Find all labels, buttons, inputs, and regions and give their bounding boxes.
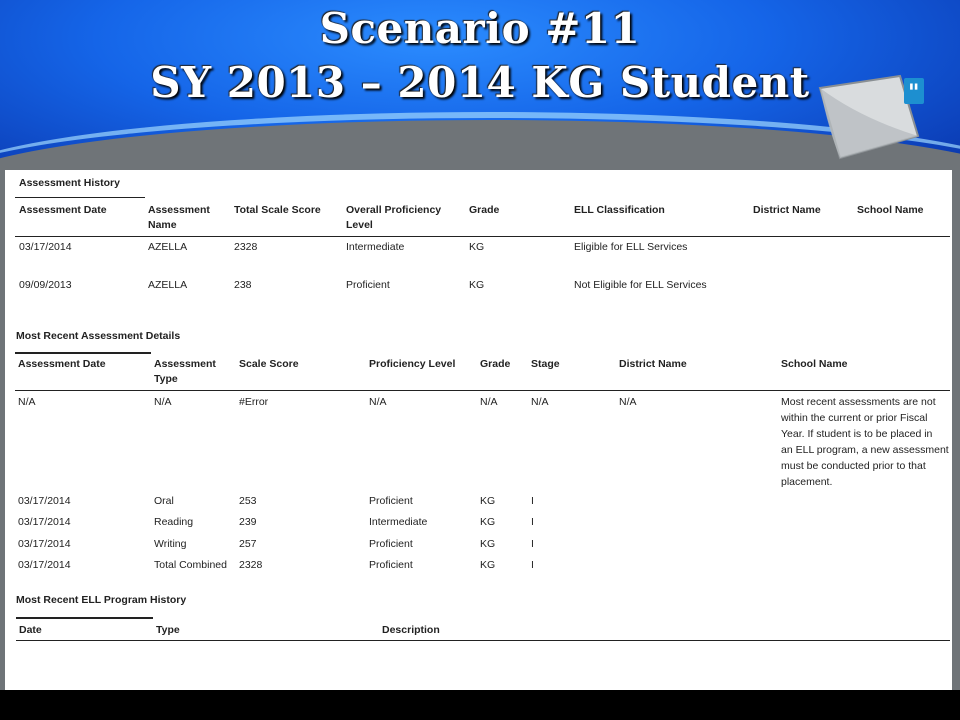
table-cell: 2328 xyxy=(239,559,263,571)
header-divider xyxy=(15,236,950,237)
table-cell: N/A xyxy=(480,396,498,408)
table-cell: N/A xyxy=(18,396,36,408)
table-cell: Intermediate xyxy=(369,516,428,528)
table-cell: 03/17/2014 xyxy=(18,559,71,571)
table-cell: Not Eligible for ELL Services xyxy=(574,279,707,291)
section-underline xyxy=(15,352,151,354)
table-cell: 2328 xyxy=(234,241,258,253)
table-cell: KG xyxy=(480,495,496,507)
col-type: Type xyxy=(156,624,180,636)
col-assessment-name-1: Assessment xyxy=(148,204,210,216)
col-assessment-date: Assessment Date xyxy=(19,204,107,216)
col-district-name: District Name xyxy=(753,204,821,216)
student-report xyxy=(5,170,952,690)
col-ell-classification: ELL Classification xyxy=(574,204,665,216)
table-cell: KG xyxy=(480,559,496,571)
table-cell: Oral xyxy=(154,495,174,507)
table-cell: KG xyxy=(469,279,485,291)
table-cell: KG xyxy=(469,241,485,253)
table-cell: KG xyxy=(480,538,496,550)
svg-text:": " xyxy=(908,80,920,106)
table-cell: Intermediate xyxy=(346,241,405,253)
table-cell: Proficient xyxy=(369,559,413,571)
table-cell: N/A xyxy=(369,396,387,408)
slide-title-line2: SY 2013 – 2014 KG Student xyxy=(150,58,810,107)
note-line: within the current or prior Fiscal xyxy=(781,412,928,424)
table-cell: 257 xyxy=(239,538,257,550)
table-cell: 09/09/2013 xyxy=(19,279,72,291)
slide-title-line1: Scenario #11 xyxy=(319,4,641,53)
table-cell: I xyxy=(531,538,534,550)
col-date: Date xyxy=(19,624,42,636)
section-underline xyxy=(15,197,145,198)
table-cell: 03/17/2014 xyxy=(19,241,72,253)
table-cell: 03/17/2014 xyxy=(18,516,71,528)
col-assessment-name-2: Name xyxy=(148,219,177,231)
col-proficiency-level: Proficiency Level xyxy=(369,358,456,370)
col-assessment-type-1: Assessment xyxy=(154,358,216,370)
header-divider xyxy=(15,390,950,391)
col-overall-proficiency-2: Level xyxy=(346,219,373,231)
table-cell: 03/17/2014 xyxy=(18,538,71,550)
table-cell: N/A xyxy=(619,396,637,408)
table-cell: Proficient xyxy=(369,495,413,507)
col-school-name: School Name xyxy=(781,358,848,370)
col-school-name: School Name xyxy=(857,204,924,216)
table-cell: 239 xyxy=(239,516,257,528)
bottom-bar xyxy=(0,690,960,720)
table-cell: N/A xyxy=(531,396,549,408)
col-grade: Grade xyxy=(469,204,500,216)
col-assessment-date: Assessment Date xyxy=(18,358,106,370)
page-curl-icon xyxy=(800,58,930,168)
table-cell: AZELLA xyxy=(148,279,188,291)
table-cell: 238 xyxy=(234,279,252,291)
table-cell: #Error xyxy=(239,396,269,408)
table-cell: KG xyxy=(480,516,496,528)
header-divider xyxy=(16,640,950,641)
col-description: Description xyxy=(382,624,440,636)
table-cell: Eligible for ELL Services xyxy=(574,241,688,253)
col-overall-proficiency-1: Overall Proficiency xyxy=(346,204,442,216)
recent-details-title: Most Recent Assessment Details xyxy=(16,330,181,342)
note-line: Most recent assessments are not xyxy=(781,396,936,408)
ell-history-title: Most Recent ELL Program History xyxy=(16,594,187,606)
note-line: must be conducted prior to that xyxy=(781,460,926,472)
table-cell: N/A xyxy=(154,396,172,408)
col-district-name: District Name xyxy=(619,358,687,370)
note-line: an ELL program, a new assessment xyxy=(781,444,949,456)
table-cell: Reading xyxy=(154,516,194,528)
table-cell: 253 xyxy=(239,495,257,507)
table-cell: AZELLA xyxy=(148,241,188,253)
table-cell: I xyxy=(531,559,534,571)
assessment-history-title: Assessment History xyxy=(19,177,120,189)
note-line: Year. If student is to be placed in xyxy=(781,428,933,440)
table-cell: Proficient xyxy=(346,279,390,291)
col-scale-score: Scale Score xyxy=(239,358,299,370)
table-cell: 03/17/2014 xyxy=(18,495,71,507)
col-stage: Stage xyxy=(531,358,560,370)
col-grade: Grade xyxy=(480,358,511,370)
table-cell: I xyxy=(531,516,534,528)
table-cell: I xyxy=(531,495,534,507)
table-cell: Total Combined xyxy=(154,559,227,571)
col-total-scale-score: Total Scale Score xyxy=(234,204,321,216)
table-cell: Proficient xyxy=(369,538,413,550)
note-line: placement. xyxy=(781,476,833,488)
section-underline xyxy=(16,617,153,619)
table-cell: Writing xyxy=(154,538,187,550)
col-assessment-type-2: Type xyxy=(154,373,178,385)
